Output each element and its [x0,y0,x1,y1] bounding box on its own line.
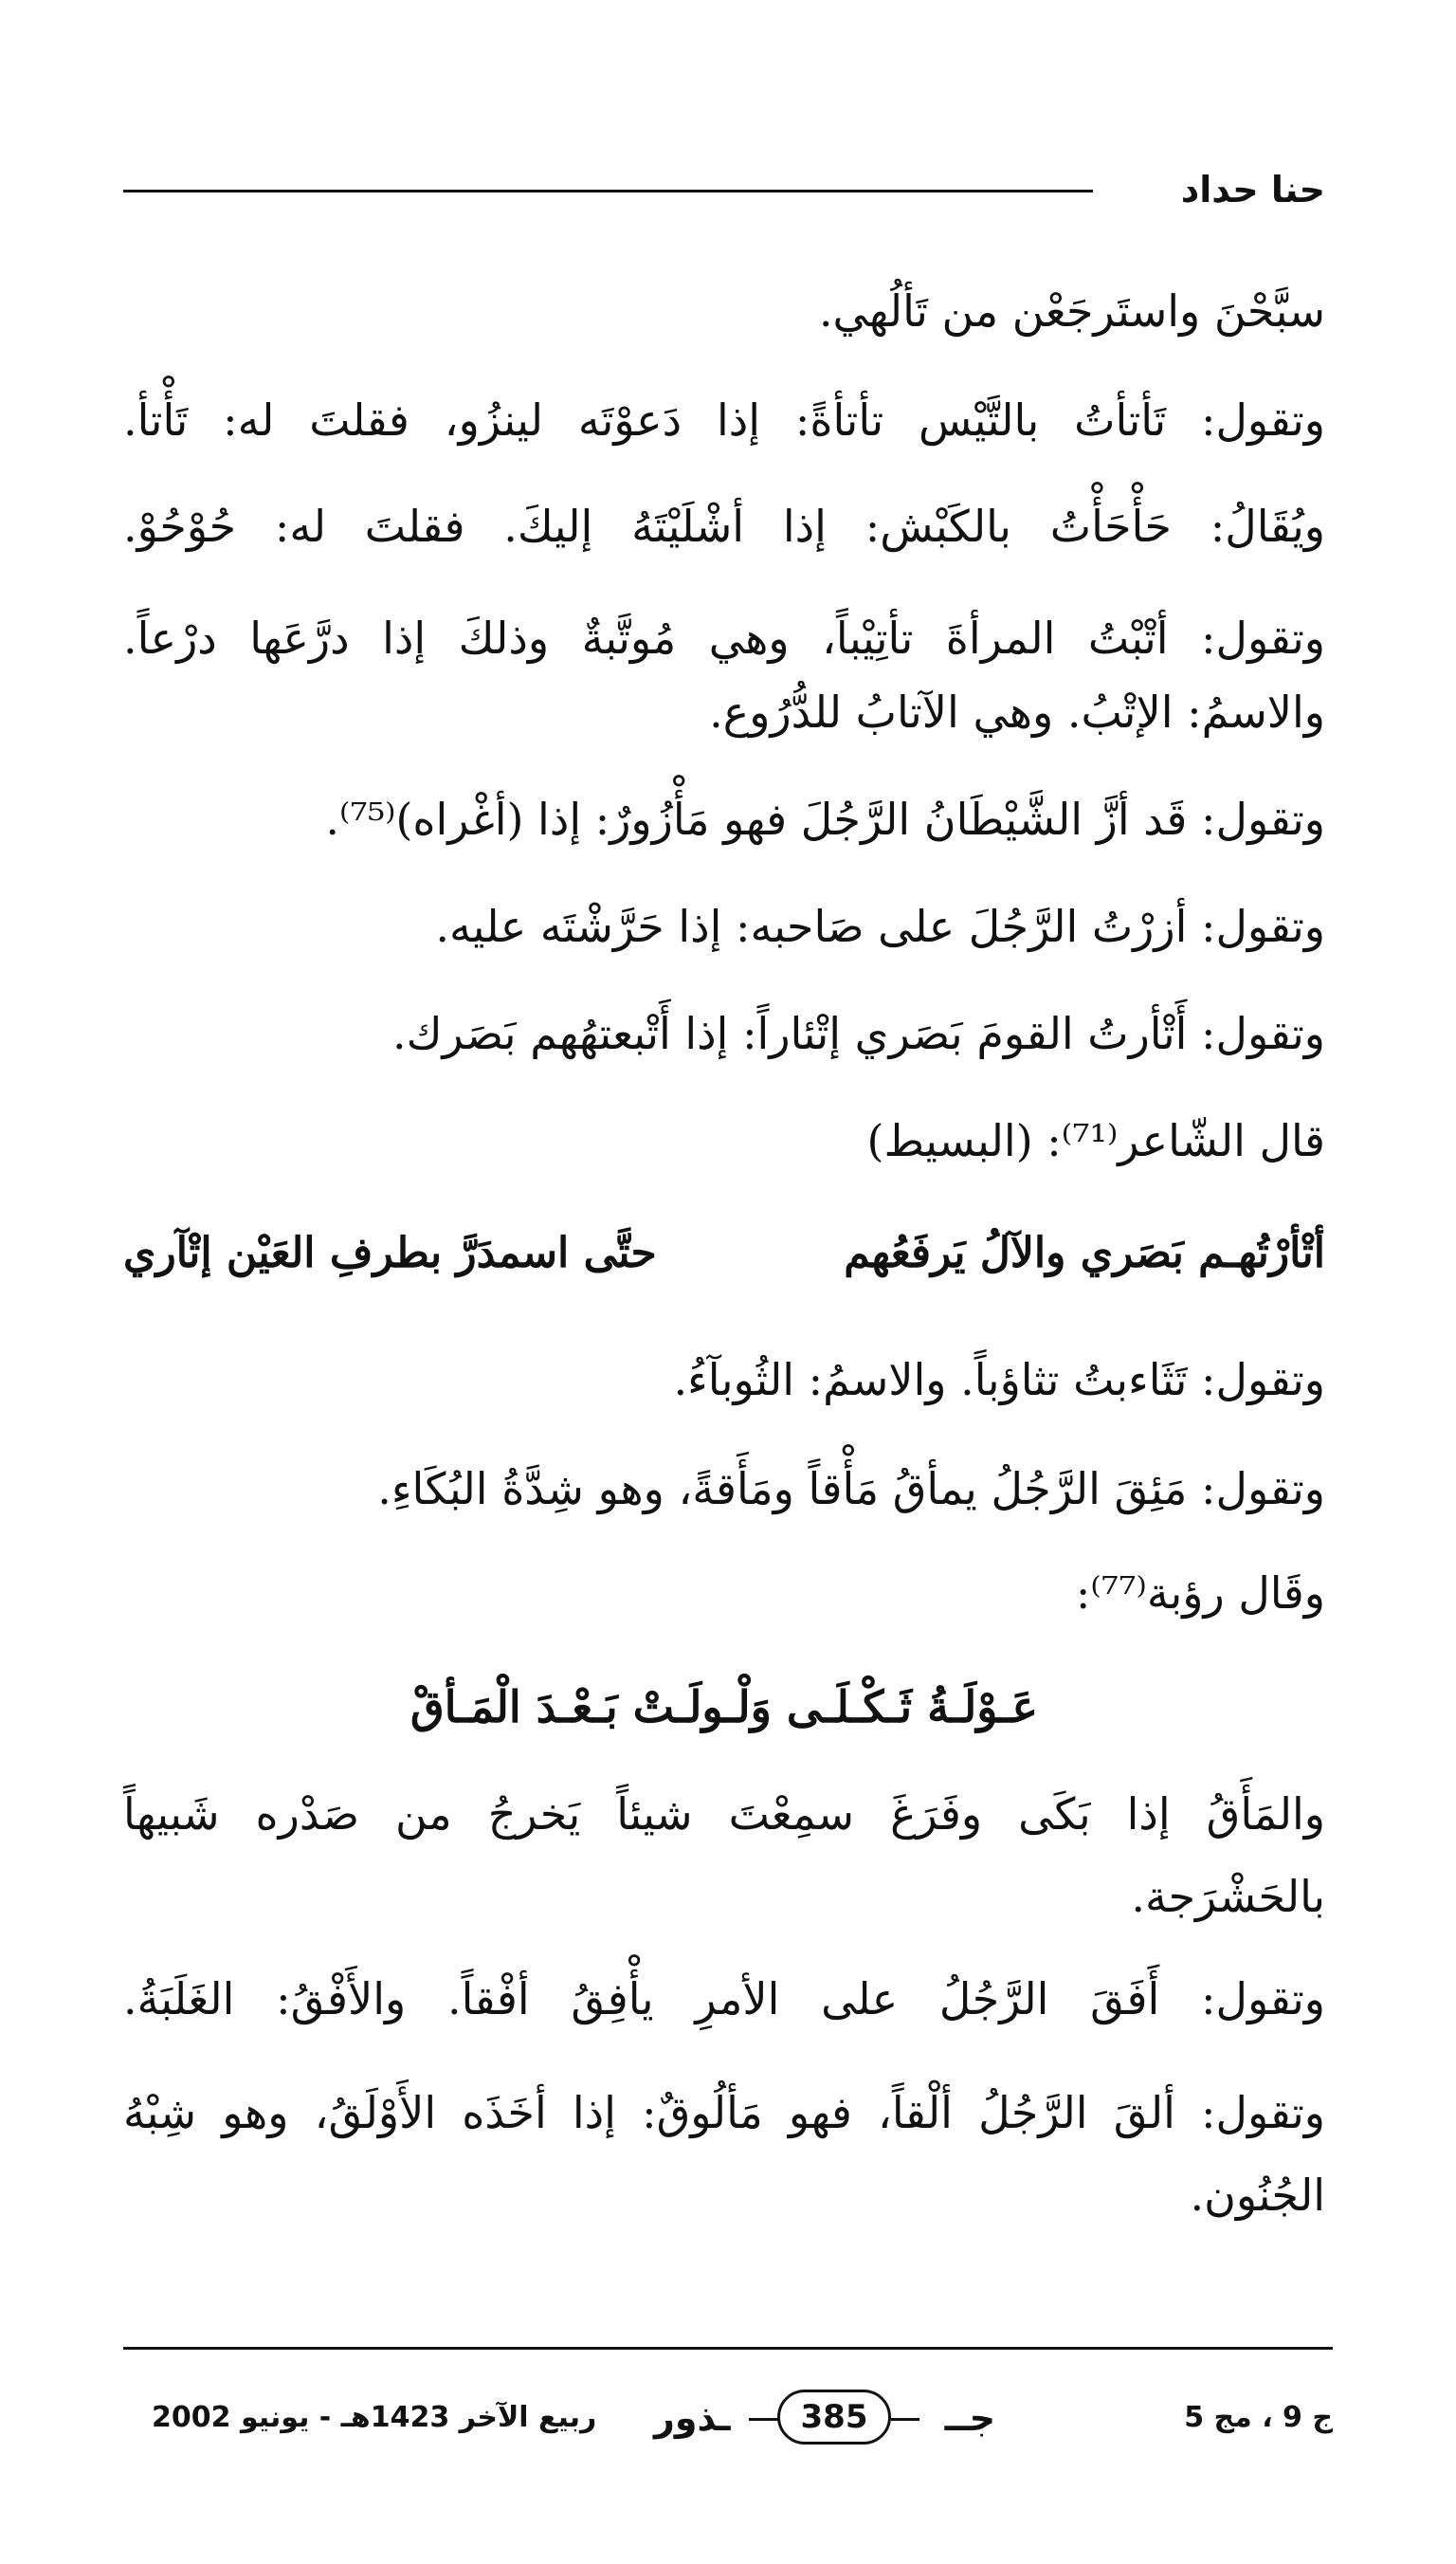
body-line-10: وتقول: تَثَاءبتُ تثاؤباً. والاسمُ: الثُوبآءُ. [673,1354,1325,1405]
body-line-6: وتقول: قَد أزَّ الشَّيْطَانُ الرَّجُلَ فهو مَأْزُورٌ: إذا (أغْراه)⁽⁷⁵⁾. [325,794,1325,845]
body-line-12: وقَال رؤبة⁽⁷⁷⁾: [1075,1567,1325,1619]
footer-issue: ج 9 ، مج 5 [1184,2401,1333,2434]
header-rule [123,190,1093,192]
body-line-11: وتقول: مَئِقَ الرَّجُلُ يمأقُ مَأْقاً ومَأَقةً، وهو شِدَّةُ البُكَاءِ. [377,1463,1325,1514]
body-line-16: وتقول: ألقَ الرَّجُلُ ألْقاً، فهو مَألُوقٌ: إذا أخَذَه الأَوْلَقُ، وهو شِبْهُ [123,2087,1325,2138]
verse-first-hemistich: أتْأرْتُهـم بَصَري والآلُ يَرفَعُهم [844,1229,1325,1277]
body-line-5: والاسمُ: الإتْبُ. وهي الآتابُ للدُّرُوع. [709,687,1325,738]
body-line-3: ويُقَالُ: حَأْحَأْتُ بالكَبْش: إذا أشْلَيْتَهُ إليكَ. فقلتَ له: حُوْحُوْ. [123,501,1325,552]
verse-line-1 [123,1220,1325,1287]
body-line-17: الجُنُون. [1190,2170,1325,2221]
page-number-badge: 385 [777,2390,891,2445]
body-line-7: وتقول: أزرْتُ الرَّجُلَ على صَاحبه: إذا حَرَّشْتَه عليه. [435,901,1325,952]
verse-second-hemistich: حتَّى اسمدَرَّ بطرفِ العَيْن إتْآري [123,1229,657,1277]
footer-journal-right: جــ [944,2397,995,2439]
body-line-4: وتقول: أتْبْتُ المرأةَ تأتِيْباً، وهي مُوتَّبةٌ وذلكَ إذا درَّعَها درْعاً. [123,613,1325,664]
body-line-9: قال الشّاعر⁽⁷¹⁾: (البسيط) [866,1115,1325,1166]
page-footer [123,2380,1333,2456]
footer-rule [123,2347,1333,2350]
footer-journal [654,2380,995,2456]
journal-tatweel-right [891,2418,919,2421]
verse-line-2: عَـوْلَـةُ ثَـكْـلَـى وَلْـولَـتْ بَـعْـدَ الْمَـأقْ [410,1681,1038,1732]
body-line-8: وتقول: أَتْأرتُ القومَ بَصَري إتْئاراً: إذا أَتْبعتهُهم بَصَرك. [391,1008,1325,1059]
footer-journal-left: ـذور [654,2397,731,2439]
footer-date: ربيع الآخر 1423هـ - يونيو 2002 [152,2401,597,2434]
header-author: حنا حداد [1180,169,1325,211]
body-line-2: وتقول: تَأتأتُ بالتَّيْس تأتأةً: إذا دَعوْتَه لينزُو، فقلتَ له: تَأْتأ. [123,394,1325,446]
body-line-14: بالحَشْرَجة. [1131,1871,1325,1922]
body-line-15: وتقول: أَفَقَ الرَّجُلُ على الأمرِ يأْفِقُ أفْقاً. والأَفْقُ: الغَلَبَةُ. [123,1973,1325,2024]
body-line-13: والمَأَقُ إذا بَكَى وفَرَغَ سمِعْتَ شيئاً يَخرجُ من صَدْره شَبيهاً [123,1788,1325,1840]
running-header [123,161,1325,218]
body-line-1: سبَّحْنَ واستَرجَعْن من تَألُهي. [818,285,1325,337]
